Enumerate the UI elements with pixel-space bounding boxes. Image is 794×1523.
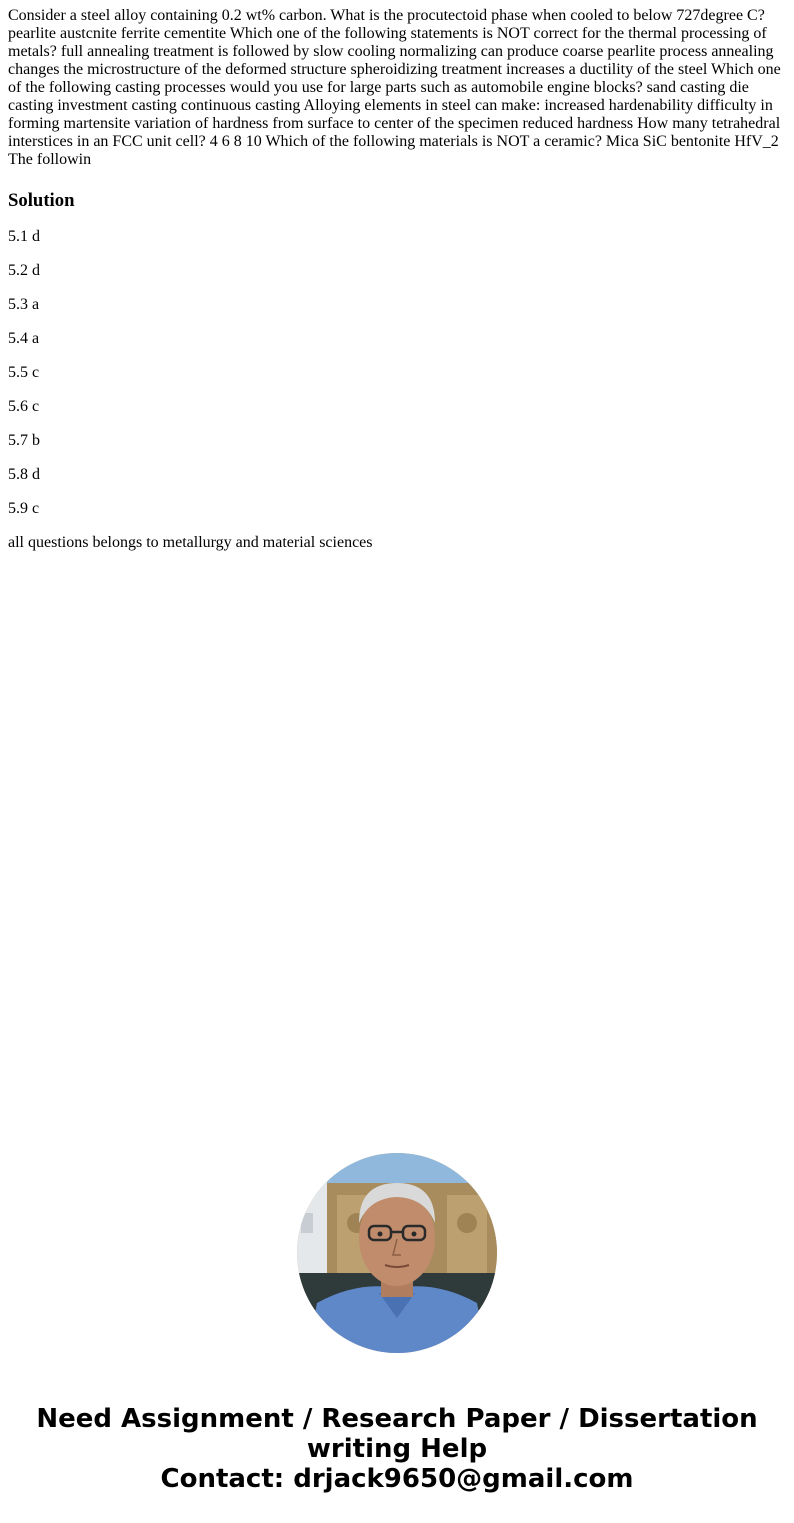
- solution-heading: Solution: [8, 190, 75, 211]
- promo-line: Need Assignment / Research Paper / Dissertation: [36, 1404, 758, 1434]
- footer-note: all questions belongs to metallurgy and material sciences: [8, 534, 373, 551]
- answer-item: 5.5 c: [8, 364, 40, 381]
- promo-line: writing Help: [306, 1434, 488, 1464]
- answer-item: 5.8 d: [8, 466, 40, 483]
- promo-banner: [0, 1404, 794, 1494]
- answer-list: [8, 228, 786, 518]
- author-avatar: [297, 1153, 497, 1353]
- answer-item: 5.7 b: [8, 432, 40, 449]
- answer-item: 5.9 c: [8, 500, 40, 517]
- answer-item: 5.6 c: [8, 398, 40, 415]
- contact-line: Contact: drjack9650@gmail.com: [160, 1464, 634, 1494]
- person-photo-icon: [297, 1153, 497, 1353]
- answer-item: 5.4 a: [8, 330, 40, 347]
- main-content: [8, 7, 786, 552]
- answer-item: 5.1 d: [8, 228, 40, 245]
- answer-item: 5.2 d: [8, 262, 40, 279]
- answer-item: 5.3 a: [8, 296, 40, 313]
- question-text: Consider a steel alloy containing 0.2 wt% carbon. What is the procutectoid phase when cooled to below 727degree C? pearlite austcnite ferrite cementite Which one of the following statements is NOT correct for the thermal processing of metals? full annealing treatment is followed by slow cooling normalizing can produce coarse pearlite process annealing changes the microstructure of the deformed structure spheroidizing treatment increases a ductility of the steel Which one of the following casting processes would you use for large parts such as automobile engine blocks? sand casting die casting investment casting continuous casting Alloying elements in steel can make: increased hardenability difficulty in forming martensite variation of hardness from surface to center of the specimen reduced hardness How many tetrahedral interstices in an FCC unit cell? 4 6 8 10 Which of the following materials is NOT a ceramic? Mica SiC bentonite HfV_2 The followin: [8, 7, 781, 168]
